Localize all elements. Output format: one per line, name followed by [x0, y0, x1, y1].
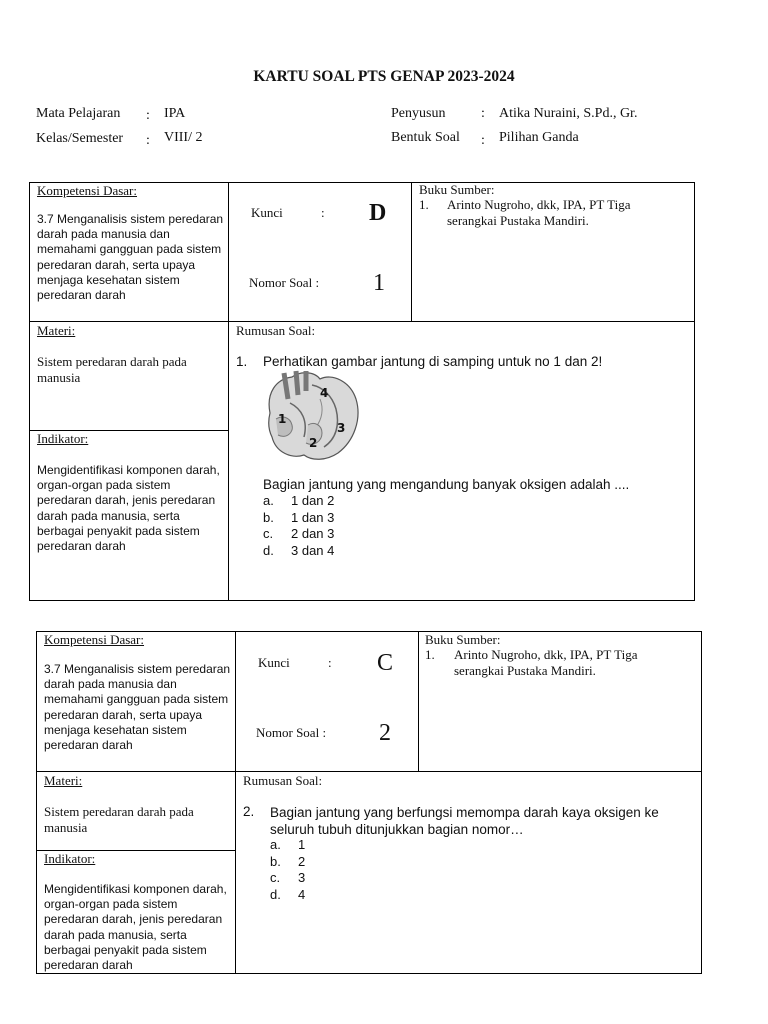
buku-label: Buku Sumber:: [425, 632, 501, 647]
nomor-label: Nomor Soal :: [256, 725, 327, 740]
heart-label-4: 4: [320, 386, 329, 400]
option-d: d. 4: [270, 886, 306, 902]
heart-label-3: 3: [337, 421, 346, 435]
buku-num: 1.: [425, 647, 435, 662]
buku-line-2: serangkai Pustaka Mandiri.: [447, 213, 589, 228]
question-intro: Perhatikan gambar jantung di samping untuk no 1 dan 2!: [263, 354, 603, 369]
option-a: a. 1 dan 2: [263, 493, 335, 508]
question-number: 2.: [243, 804, 255, 819]
option-b: b. 1 dan 3: [263, 509, 335, 525]
indikator-label: Indikator:: [37, 431, 89, 446]
nomor-value: 1: [373, 270, 385, 296]
option-c: c. 2 dan 3: [263, 526, 335, 542]
penyusun-colon: :: [481, 106, 485, 121]
page-title: KARTU SOAL PTS GENAP 2023-2024: [253, 68, 515, 85]
options-list: [263, 493, 334, 559]
kd-label: Kompetensi Dasar:: [37, 183, 138, 198]
kd-text: 3.7 Menganalisis sistem peredaran darah pada manusia dan memahami gangguan pada sistem peredaran darah, serta upaya menjaga kesehatan sistem peredaran darah: [44, 662, 231, 753]
bentuk-label: Bentuk Soal: [391, 130, 460, 145]
materi-text: Sistem peredaran darah pada manusia: [37, 354, 187, 385]
options-list: [270, 837, 305, 903]
buku-num: 1.: [419, 197, 429, 212]
kelas-label: Kelas/Semester: [36, 131, 124, 146]
mapel-value: IPA: [164, 106, 186, 121]
buku-line-1: Arinto Nugroho, dkk, IPA, PT Tiga: [447, 197, 631, 212]
kd-label: Kompetensi Dasar:: [44, 632, 145, 647]
bentuk-value: Pilihan Ganda: [499, 130, 579, 145]
nomor-label: Nomor Soal :: [249, 275, 320, 290]
indikator-text: Mengidentifikasi komponen darah, organ-organ pada sistem peredaran darah, jenis peredaran darah pada manusia, serta berbagai penyakit pada sistem peredaran darah: [44, 882, 227, 973]
heart-label-2: 2: [309, 436, 318, 450]
option-a: a. 1: [270, 837, 306, 852]
buku-label: Buku Sumber:: [419, 182, 495, 197]
kelas-value: VIII/ 2: [164, 130, 203, 145]
option-d: d. 3 dan 4: [263, 542, 335, 558]
option-b: b. 2: [270, 853, 306, 869]
mapel-colon: :: [146, 108, 150, 123]
question-text: Bagian jantung yang mengandung banyak oksigen adalah ....: [263, 477, 630, 492]
indikator-label: Indikator:: [44, 851, 96, 866]
buku-line-1: Arinto Nugroho, dkk, IPA, PT Tiga: [454, 647, 638, 662]
buku-line-2: serangkai Pustaka Mandiri.: [454, 663, 596, 678]
penyusun-value: Atika Nuraini, S.Pd., Gr.: [499, 106, 638, 121]
kunci-label: Kunci: [251, 205, 283, 220]
heart-diagram-image: [262, 369, 364, 463]
nomor-value: 2: [379, 720, 391, 746]
option-c: c. 3: [270, 870, 306, 886]
materi-label: Materi:: [37, 323, 76, 338]
penyusun-label: Penyusun: [391, 106, 446, 121]
bentuk-colon: :: [481, 133, 485, 148]
question-number: 1.: [236, 354, 248, 369]
kunci-colon: :: [328, 655, 332, 670]
question-text: Bagian jantung yang berfungsi memompa darah kaya oksigen ke seluruh tubuh ditunjukkan bagian nomor…: [270, 805, 659, 837]
kunci-label: Kunci: [258, 655, 290, 670]
kunci-value: D: [369, 200, 387, 226]
rumusan-label: Rumusan Soal:: [243, 773, 323, 788]
materi-text: Sistem peredaran darah pada manusia: [44, 804, 194, 835]
materi-label: Materi:: [44, 773, 83, 788]
kunci-value: C: [377, 650, 394, 676]
kd-text: 3.7 Menganalisis sistem peredaran darah pada manusia dan memahami gangguan pada sistem peredaran darah, serta upaya menjaga kesehatan sistem peredaran darah: [37, 212, 224, 303]
indikator-text: Mengidentifikasi komponen darah, organ-organ pada sistem peredaran darah, jenis peredaran darah pada manusia, serta berbagai penyakit pada sistem peredaran darah: [37, 463, 220, 554]
rumusan-label: Rumusan Soal:: [236, 323, 316, 338]
kelas-colon: :: [146, 133, 150, 148]
heart-label-1: 1: [278, 412, 287, 426]
mapel-label: Mata Pelajaran: [36, 106, 121, 121]
kunci-colon: :: [321, 205, 325, 220]
